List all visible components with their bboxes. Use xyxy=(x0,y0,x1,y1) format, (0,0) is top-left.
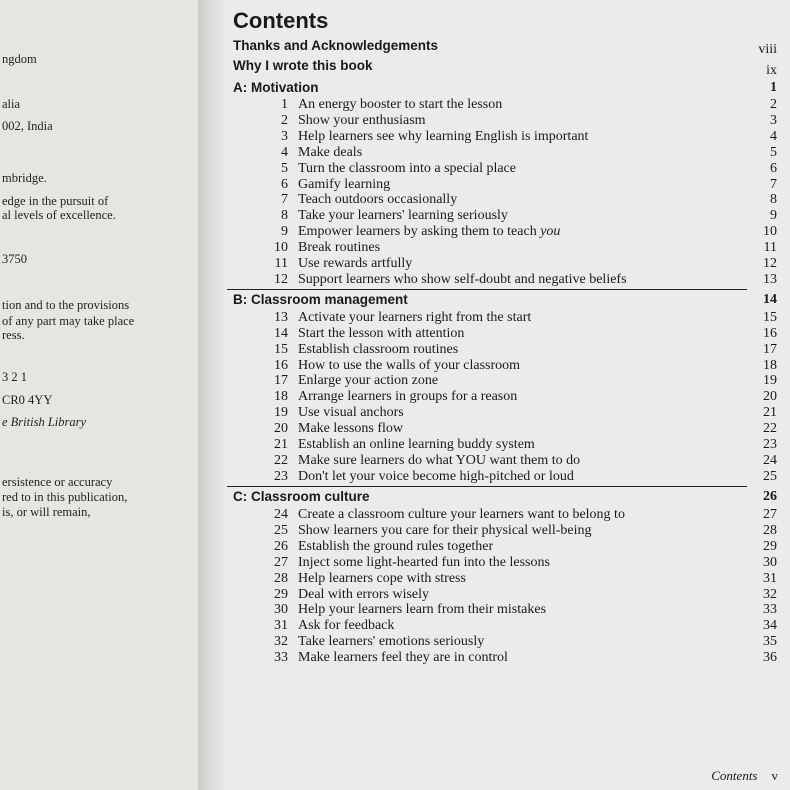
front-matter-page: ix xyxy=(766,63,777,78)
section-title: A: Motivation xyxy=(233,80,319,95)
toc-entry xyxy=(224,555,790,571)
entry-title xyxy=(298,389,517,405)
toc-entry xyxy=(224,650,790,666)
entry-title xyxy=(298,602,546,618)
toc-entry xyxy=(224,437,790,453)
entry-number: 24 xyxy=(274,507,288,522)
entry-title xyxy=(298,240,380,256)
section-title: B: Classroom management xyxy=(233,292,408,307)
entry-number: 27 xyxy=(274,554,288,570)
copyright-text-line: 002, India xyxy=(2,119,53,133)
entry-number: 1 xyxy=(281,97,288,112)
entry-number: 26 xyxy=(274,538,288,554)
entry-title-text: Turn the classroom into a special place xyxy=(298,160,516,176)
entry-title xyxy=(298,129,588,145)
section-heading xyxy=(224,489,790,507)
entry-title xyxy=(298,507,625,523)
entry-title-text: Empower learners by asking them to teach xyxy=(298,224,541,240)
entry-title xyxy=(298,272,627,288)
entry-number: 2 xyxy=(281,112,288,128)
entry-title xyxy=(298,437,535,453)
entry-number: 17 xyxy=(274,373,288,389)
entry-number: 21 xyxy=(274,436,288,452)
entry-page: 17 xyxy=(763,341,777,357)
toc-entry xyxy=(224,177,790,193)
toc-entry xyxy=(224,97,790,113)
entry-title-text: Activate your learners right from the start xyxy=(298,310,532,325)
copyright-text-line: ersistence or accuracy xyxy=(2,475,113,489)
entry-title-text: Take learners' emotions seriously xyxy=(298,634,485,650)
section-heading xyxy=(224,292,790,310)
front-matter-title: Thanks and Acknowledgements xyxy=(233,38,439,53)
entry-page: 12 xyxy=(763,256,777,271)
entry-title-text: Make learners feel they are in control xyxy=(298,650,508,666)
toc-entry xyxy=(224,272,790,288)
book-gutter xyxy=(198,0,226,790)
toc-entry xyxy=(224,389,790,405)
toc-entry xyxy=(224,373,790,389)
toc-entry xyxy=(224,342,790,358)
toc-entry xyxy=(224,161,790,177)
entry-page: 32 xyxy=(763,586,777,602)
entry-page: 2 xyxy=(770,97,777,112)
entry-title xyxy=(298,113,426,129)
entry-title xyxy=(298,192,457,208)
entry-title xyxy=(298,405,404,421)
entry-title-text: Make deals xyxy=(298,144,363,160)
entry-title xyxy=(298,453,580,469)
toc-entry xyxy=(224,507,790,523)
page-title: Contents xyxy=(233,8,329,33)
entry-title-text: Don't let your voice become high-pitched or loud xyxy=(298,468,574,484)
toc-entry xyxy=(224,358,790,374)
copyright-text-line: e British Library xyxy=(2,415,87,429)
entry-number: 33 xyxy=(274,650,288,666)
copyright-text-line: ress. xyxy=(2,328,25,342)
entry-page: 31 xyxy=(763,570,777,586)
entry-number: 8 xyxy=(281,208,288,224)
entry-title xyxy=(298,421,403,437)
toc-entry xyxy=(224,571,790,587)
entry-title xyxy=(298,256,412,272)
entry-title-text: Show learners you care for their physical well-being xyxy=(298,522,592,538)
footer-page-number: v xyxy=(771,768,778,783)
contents-page xyxy=(224,0,790,790)
entry-number: 7 xyxy=(281,192,288,208)
toc-entry xyxy=(224,113,790,129)
entry-title xyxy=(298,97,502,113)
entry-number: 25 xyxy=(274,522,288,538)
entry-page: 5 xyxy=(770,144,777,160)
entry-number: 14 xyxy=(274,325,288,341)
toc-entry xyxy=(224,145,790,161)
entry-title-text: Show your enthusiasm xyxy=(298,112,426,128)
entry-page: 11 xyxy=(763,240,777,256)
toc-entry xyxy=(224,208,790,224)
entry-title-text: Help learners see why learning English is important xyxy=(298,128,589,144)
entry-title-text: Enlarge your action zone xyxy=(298,373,439,389)
entry-title xyxy=(298,469,574,485)
entry-number: 5 xyxy=(281,160,288,176)
copyright-text-line: of any part may take place xyxy=(2,314,135,328)
entry-title-text: Establish the ground rules together xyxy=(298,538,494,554)
entry-title-text: Create a classroom culture your learners want to belong to xyxy=(298,507,625,522)
entry-title xyxy=(298,161,516,177)
toc-entry xyxy=(224,469,790,485)
entry-title-text: Arrange learners in groups for a reason xyxy=(298,389,518,405)
entry-number: 6 xyxy=(281,176,288,192)
front-matter-page: viii xyxy=(758,42,777,57)
entry-page: 9 xyxy=(770,208,777,224)
entry-number: 22 xyxy=(274,452,288,468)
entry-title-text: Break routines xyxy=(298,240,381,256)
entry-number: 9 xyxy=(281,224,288,240)
entry-number: 15 xyxy=(274,341,288,357)
entry-title xyxy=(298,523,592,539)
entry-title-text: Establish classroom routines xyxy=(298,341,459,357)
entry-page: 20 xyxy=(763,389,777,405)
entry-page: 33 xyxy=(763,602,777,618)
toc-entry xyxy=(224,256,790,272)
toc-entry xyxy=(224,310,790,326)
toc-entry xyxy=(224,453,790,469)
entry-page: 24 xyxy=(763,452,777,468)
entry-page: 10 xyxy=(763,224,777,240)
copyright-text-line: CR0 4YY xyxy=(2,393,53,407)
entry-title-text: Teach outdoors occasionally xyxy=(298,192,458,208)
entry-page: 35 xyxy=(763,634,777,650)
front-matter-title: Why I wrote this book xyxy=(233,58,373,73)
entry-title-text: Start the lesson with attention xyxy=(298,325,465,341)
entry-title xyxy=(298,224,560,240)
copyright-text-line: red to in this publication, xyxy=(2,490,128,504)
section-title: C: Classroom culture xyxy=(233,489,370,504)
entry-title xyxy=(298,555,550,571)
section-page: 26 xyxy=(763,489,777,504)
copyright-text-line: tion and to the provisions xyxy=(2,298,130,312)
entry-title xyxy=(298,650,508,666)
entry-number: 23 xyxy=(274,468,288,484)
section-divider xyxy=(227,486,747,487)
entry-page: 7 xyxy=(770,176,777,192)
section-page: 14 xyxy=(763,292,777,307)
entry-number: 4 xyxy=(281,144,288,160)
toc-entry xyxy=(224,539,790,555)
entry-title xyxy=(298,208,508,224)
entry-number: 3 xyxy=(281,128,288,144)
entry-title xyxy=(298,571,466,587)
entry-title-text: An energy booster to start the lesson xyxy=(298,97,503,112)
entry-number: 12 xyxy=(274,271,288,287)
entry-page: 19 xyxy=(763,373,777,389)
entry-title-text: Ask for feedback xyxy=(298,618,395,634)
entry-page: 27 xyxy=(763,507,777,522)
entry-title-text: Use visual anchors xyxy=(298,405,404,421)
copyright-text-line: 3750 xyxy=(2,252,27,266)
entry-title xyxy=(298,358,520,374)
entry-title xyxy=(298,373,438,389)
entry-number: 20 xyxy=(274,420,288,436)
entry-title xyxy=(298,539,493,555)
entry-title-text: Establish an online learning buddy system xyxy=(298,436,535,452)
toc-entry xyxy=(224,129,790,145)
toc-entry xyxy=(224,224,790,240)
toc-entry xyxy=(224,240,790,256)
toc-entry xyxy=(224,326,790,342)
entry-title xyxy=(298,177,390,193)
entry-page: 6 xyxy=(770,160,777,176)
toc-entry xyxy=(224,634,790,650)
entry-title xyxy=(298,326,464,342)
toc-entry xyxy=(224,618,790,634)
entry-page: 29 xyxy=(763,538,777,554)
entry-title-text: Support learners who show self-doubt and negative beliefs xyxy=(298,271,627,287)
entry-title-text: Help learners cope with stress xyxy=(298,570,466,586)
entry-title xyxy=(298,634,484,650)
copyright-text-line: edge in the pursuit of xyxy=(2,194,109,208)
footer-label: Contents xyxy=(711,768,758,783)
entry-number: 11 xyxy=(274,256,288,271)
entry-page: 8 xyxy=(770,192,777,208)
entry-page: 23 xyxy=(763,436,777,452)
entry-number: 29 xyxy=(274,586,288,602)
entry-title xyxy=(298,145,362,161)
entry-page: 36 xyxy=(763,650,777,666)
copyright-text-line: is, or will remain, xyxy=(2,505,91,519)
entry-title-text: Gamify learning xyxy=(298,176,391,192)
entry-page: 3 xyxy=(770,112,777,128)
toc-entry xyxy=(224,587,790,603)
entry-title xyxy=(298,618,394,634)
entry-number: 13 xyxy=(274,310,288,325)
copyright-text-line: 3 2 1 xyxy=(2,370,27,384)
toc-entry xyxy=(224,405,790,421)
entry-page: 25 xyxy=(763,468,777,484)
entry-title-text: Make lessons flow xyxy=(298,420,403,436)
section-heading xyxy=(224,80,790,98)
copyright-text-line: mbridge. xyxy=(2,171,47,185)
entry-title-text: Take your learners' learning seriously xyxy=(298,208,508,224)
entry-page: 30 xyxy=(763,554,777,570)
toc-entry xyxy=(224,192,790,208)
entry-title xyxy=(298,310,531,326)
entry-title-emphasis: you xyxy=(540,224,561,240)
entry-page: 13 xyxy=(763,271,777,287)
entry-title-text: Deal with errors wisely xyxy=(298,586,430,602)
section-divider xyxy=(227,289,747,290)
entry-page: 28 xyxy=(763,522,777,538)
entry-title-text: Make sure learners do what YOU want them to do xyxy=(298,452,581,468)
entry-number: 19 xyxy=(274,405,288,421)
entry-number: 32 xyxy=(274,634,288,650)
entry-page: 21 xyxy=(763,405,777,421)
entry-title xyxy=(298,342,458,358)
entry-number: 31 xyxy=(274,618,288,634)
toc-entry xyxy=(224,523,790,539)
left-page-copyright xyxy=(0,0,200,790)
entry-number: 30 xyxy=(274,602,288,618)
entry-page: 18 xyxy=(763,357,777,373)
entry-number: 10 xyxy=(274,240,288,256)
page-footer xyxy=(711,768,778,784)
entry-title-text: Inject some light-hearted fun into the lessons xyxy=(298,554,550,570)
toc-entry xyxy=(224,602,790,618)
entry-number: 28 xyxy=(274,570,288,586)
toc-entry xyxy=(224,421,790,437)
entry-page: 34 xyxy=(763,618,777,634)
entry-title xyxy=(298,587,429,603)
entry-number: 16 xyxy=(274,357,288,373)
entry-page: 15 xyxy=(763,310,777,325)
copyright-text-line: ngdom xyxy=(2,52,37,66)
entry-title-text: How to use the walls of your classroom xyxy=(298,357,521,373)
entry-page: 22 xyxy=(763,420,777,436)
entry-page: 16 xyxy=(763,325,777,341)
section-page: 1 xyxy=(770,80,777,95)
entry-title-text: Use rewards artfully xyxy=(298,256,413,271)
copyright-text-line: alia xyxy=(2,97,21,111)
entry-title-text: Help your learners learn from their mistakes xyxy=(298,602,547,618)
entry-page: 4 xyxy=(770,128,777,144)
entry-number: 18 xyxy=(274,389,288,405)
copyright-text-line: al levels of excellence. xyxy=(2,208,116,222)
